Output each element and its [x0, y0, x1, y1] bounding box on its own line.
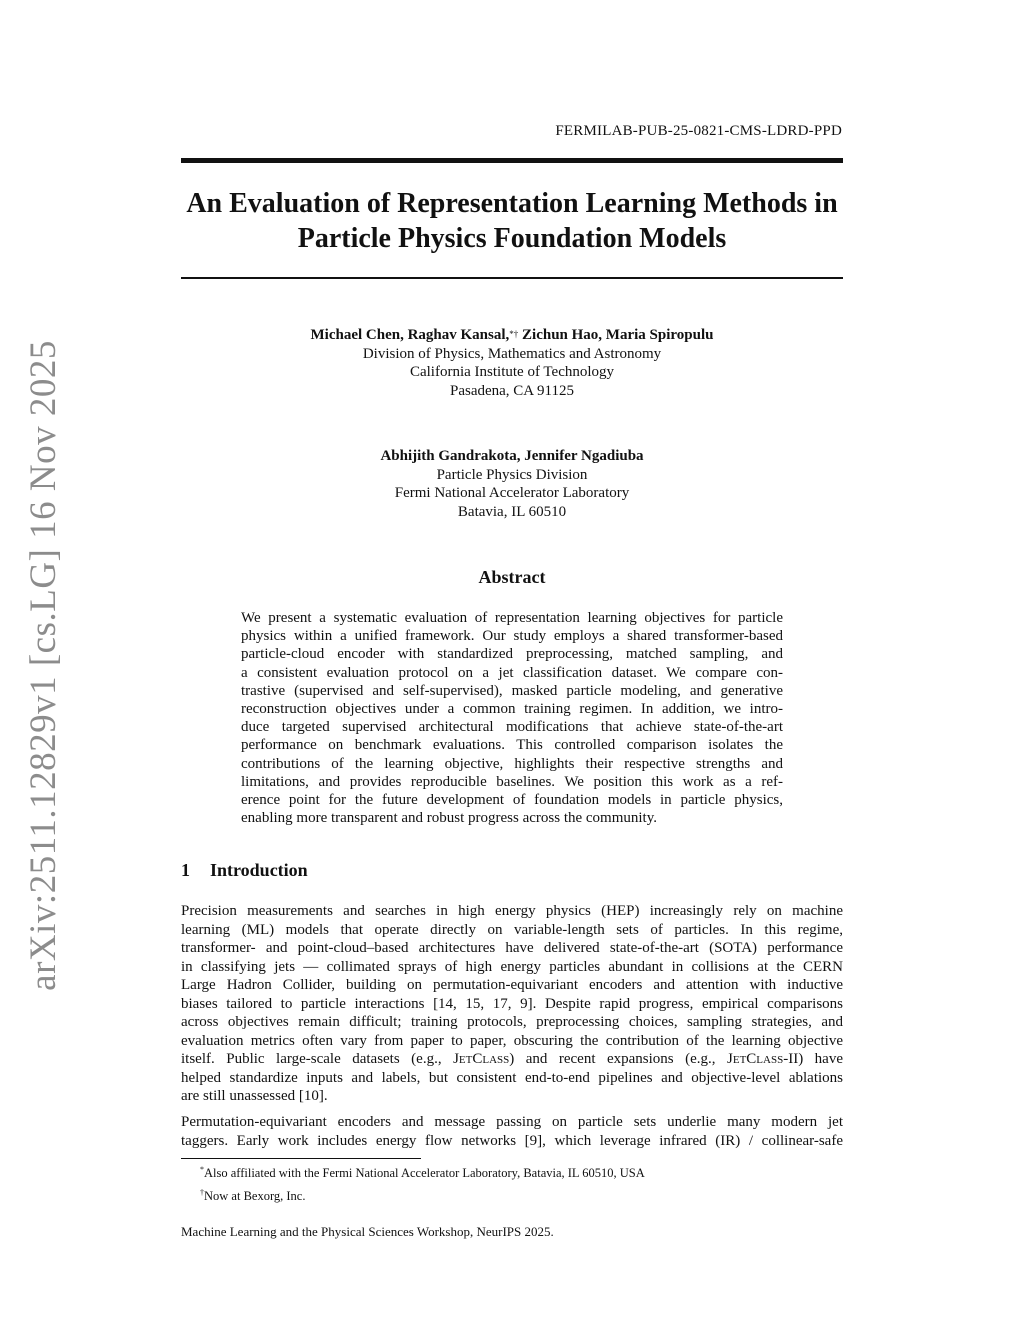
footnote-affiliation: *Also affiliated with the Fermi National Accelerator Laboratory, Batavia, IL 60510, USA — [200, 1165, 645, 1181]
body-line: evaluation metrics often vary from paper to paper, obscuring the contribution of the learning objective — [181, 1032, 843, 1049]
abstract-line: physics within a unified framework. Our study employs a shared transformer-based — [241, 628, 783, 645]
abstract-line: particle-cloud encoder with standardized preprocessing, matched sampling, and — [241, 646, 783, 663]
dataset-name: JetClass — [453, 1051, 510, 1067]
abstract-line: contributions of the learning objective, highlights their respective strengths and — [241, 755, 783, 772]
footnote-mark: *† — [509, 329, 519, 339]
footnotes — [200, 1160, 645, 1206]
abstract-line: trastive (supervised and self-supervised), masked particle modeling, and generative — [241, 682, 783, 699]
abstract-line: a consistent evaluation protocol on a jet classification dataset. We compare con- — [241, 664, 783, 681]
venue-footer: Machine Learning and the Physical Sciences Workshop, NeurIPS 2025. — [181, 1224, 554, 1239]
introduction-paragraph-2 — [181, 1113, 843, 1150]
abstract-line: limitations, and provides reproducible baselines. We position this work as a ref- — [241, 773, 783, 790]
section-title: Introduction — [210, 860, 308, 880]
abstract-body — [241, 609, 783, 827]
body-line: across objectives remain difficult; training protocols, preprocessing choices, sampling strategies, and — [181, 1014, 843, 1030]
body-line: itself. Public large-scale datasets (e.g., JetClass) and recent expansions (e.g., JetClass-II) have — [181, 1051, 843, 1067]
section-number: 1 — [181, 860, 190, 880]
footnote-mark: † — [200, 1188, 204, 1198]
body-line: Large Hadron Collider, building on permutation-equivariant encoders and attention with inductive — [181, 977, 843, 993]
body-line: taggers. Early work includes energy flow networks [9], which leverage infrared (IR) / collinear-safe — [181, 1132, 843, 1149]
section-heading-introduction — [181, 860, 308, 881]
footnote-mark: * — [200, 1165, 204, 1174]
body-line: transformer- and point-cloud–based architectures have delivered state-of-the-art (SOTA) performance — [181, 940, 843, 956]
arxiv-identifier — [18, 339, 68, 991]
body-line: learning (ML) models that operate directly on variable-length sets of particles. In this regime, — [181, 921, 843, 938]
author-block-caltech — [181, 326, 843, 400]
body-line: are still unassessed [10]. — [181, 1088, 328, 1104]
abstract-line: enabling more transparent and robust progress across the community. — [241, 810, 658, 827]
body-line: helped standardize inputs and labels, but consistent end-to-end pipelines and objective-level ablations — [181, 1069, 843, 1086]
abstract-line: performance on benchmark evaluations. This controlled comparison isolates the — [241, 737, 783, 754]
arxiv-identifier-text: arXiv:2511.12829v1 [cs.LG] 16 Nov 2025 — [22, 339, 64, 991]
author-block-fermilab — [181, 447, 843, 521]
abstract-line: We present a systematic evaluation of representation learning objectives for particle — [241, 610, 783, 626]
paper-title-line-1: An Evaluation of Representation Learning Methods in — [186, 188, 838, 219]
footnote-rule — [181, 1158, 421, 1159]
body-line: biases tailored to particle interactions [14, 15, 17, 9]. Despite rapid progress, empirical comparisons — [181, 995, 843, 1012]
author-names: Michael Chen, Raghav Kansal,*† Zichun Hao, Maria Spiropulu — [310, 327, 714, 343]
abstract-line: reconstruction objectives under a common training regimen. In addition, we intro- — [241, 701, 783, 718]
paper-title-line-2: Particle Physics Foundation Models — [297, 223, 727, 254]
affiliation-institution: Fermi National Accelerator Laboratory — [394, 485, 630, 501]
affiliation-address: Pasadena, CA 91125 — [449, 382, 574, 399]
author-names: Abhijith Gandrakota, Jennifer Ngadiuba — [380, 448, 644, 464]
body-line: Permutation-equivariant encoders and message passing on particle sets underlie many modern jet — [181, 1114, 843, 1130]
affiliation-address: Batavia, IL 60510 — [457, 503, 567, 520]
title-top-rule — [181, 158, 843, 163]
dataset-name: JetClass — [727, 1051, 784, 1067]
paper-title — [181, 186, 843, 256]
abstract-heading: Abstract — [478, 567, 546, 587]
affiliation-department: Particle Physics Division — [436, 466, 588, 483]
footnote-current-address: †Now at Bexorg, Inc. — [200, 1188, 306, 1204]
body-line: in classifying jets — collimated sprays of high energy particles abundant in collisions at the CERN — [181, 958, 843, 975]
title-bottom-rule — [181, 277, 843, 279]
abstract-line: erence point for the future development of foundation models in particle physics, — [241, 792, 783, 809]
report-number: FERMILAB-PUB-25-0821-CMS-LDRD-PPD — [555, 123, 842, 139]
affiliation-department: Division of Physics, Mathematics and Astronomy — [362, 345, 662, 362]
body-line: Precision measurements and searches in high energy physics (HEP) increasingly rely on machine — [181, 903, 843, 919]
abstract-line: duce targeted supervised architectural modifications that achieve state-of-the-art — [241, 719, 783, 736]
affiliation-institution: California Institute of Technology — [409, 364, 615, 380]
introduction-paragraph-1 — [181, 902, 843, 1106]
